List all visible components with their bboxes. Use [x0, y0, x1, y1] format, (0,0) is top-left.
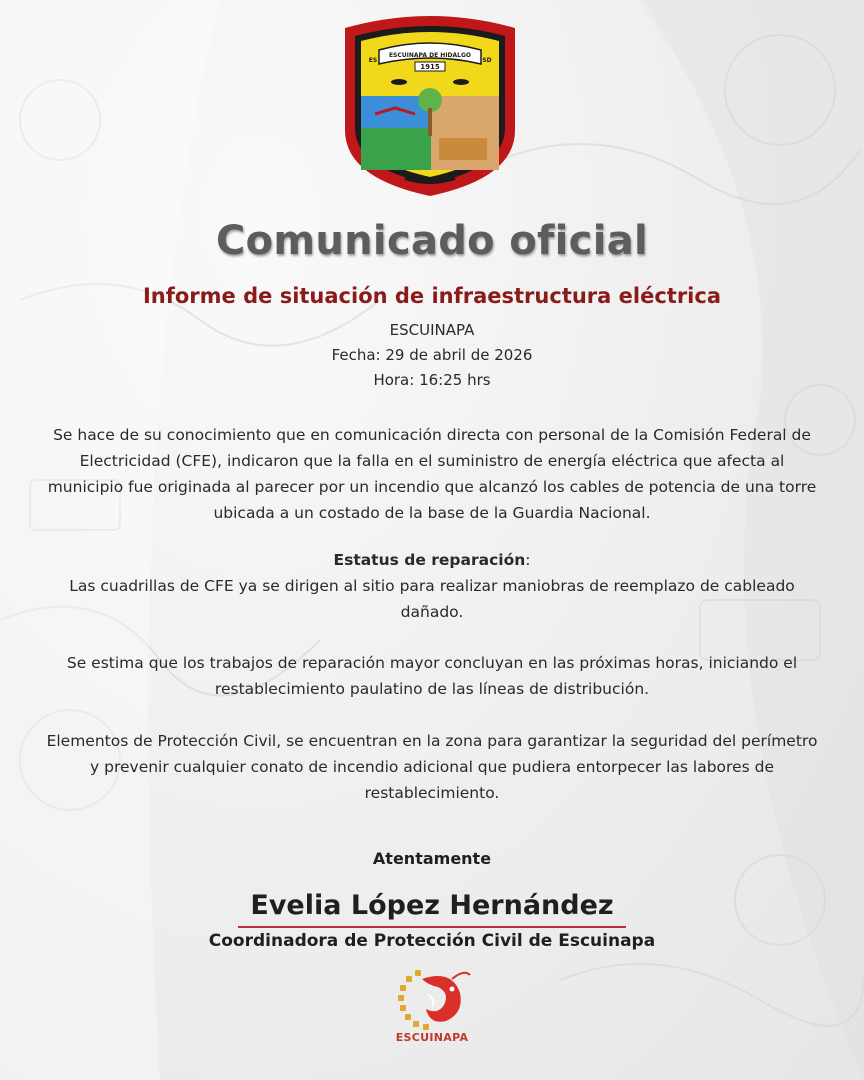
signature-line [238, 926, 626, 928]
paragraph-estimate: Se estima que los trabajos de reparación mayor concluyan en las próximas horas, iniciando el restablecimiento paulatino de las líneas de distribución. [66, 654, 798, 698]
municipal-crest-icon [339, 10, 521, 200]
status-section [40, 547, 824, 625]
location-text: ESCUINAPA [389, 321, 475, 339]
paragraph-civil-protection: Elementos de Protección Civil, se encuentran en la zona para garantizar la seguridad del perímetro y prevenir cualquier conato de incendio adicional que pudiera entorpecer las labores de restablecimiento. [46, 732, 818, 802]
signer-role: Coordinadora de Protección Civil de Escuinapa [208, 931, 656, 951]
crest-right-initials: SD [482, 57, 492, 64]
crest-year: 1915 [420, 63, 440, 71]
closing-text: Atentamente [372, 849, 492, 868]
time-text: Hora: 16:25 hrs [373, 371, 491, 389]
footer-logo-text: ESCUINAPA [395, 1031, 469, 1044]
paragraph-intro: Se hace de su conocimiento que en comunicación directa con personal de la Comisión Federal de Electricidad (CFE), indicaron que la falla en el suministro de energía eléctrica que afecta al municipio fue originada al parecer por un incendio que alcanzó los cables de potencia de una torre ubicada a un costado de la base de la Guardia Nacional. [47, 426, 817, 522]
status-label: Estatus de reparación [333, 551, 526, 569]
date-text: Fecha: 29 de abril de 2026 [331, 346, 533, 364]
status-colon: : [525, 551, 531, 569]
page-subtitle: Informe de situación de infraestructura eléctrica [142, 284, 721, 308]
crest-left-initials: ES [368, 57, 378, 64]
signer-name: Evelia López Hernández [250, 890, 614, 921]
page-title: Comunicado oficial [215, 218, 649, 264]
status-text: Las cuadrillas de CFE ya se dirigen al sitio para realizar maniobras de reemplazo de cableado dañado. [69, 577, 795, 621]
crest-ribbon-text: ESCUINAPA DE HIDALGO [388, 52, 472, 59]
